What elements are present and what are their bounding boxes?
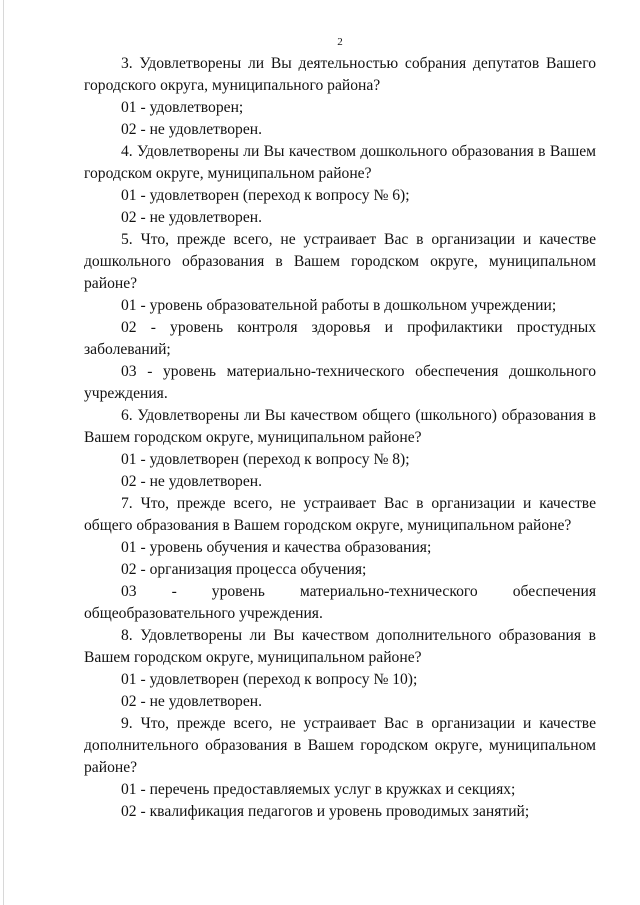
answer-option: 01 - удовлетворен (переход к вопросу № 8); xyxy=(121,451,410,468)
answer-option: 02 - не удовлетворен. xyxy=(121,209,262,226)
question-6: 6. Удовлетворены ли Вы качеством общего (школьного) образования в Вашем городском округе, муниципальном районе? xyxy=(84,407,596,446)
answer-option: 02 - квалификация педагогов и уровень проводимых занятий; xyxy=(121,803,530,820)
answer-option: 01 - удовлетворен; xyxy=(121,99,244,116)
answer-option: 03 - уровень материально-технического обеспечения дошкольного учреждения. xyxy=(84,363,596,402)
answer-option: 02 - не удовлетворен. xyxy=(121,693,262,710)
question-7: 7. Что, прежде всего, не устраивает Вас в организации и качестве общего образования в Вашем городском округе, муниципальном районе? xyxy=(84,495,596,534)
answer-option: 02 - организация процесса обучения; xyxy=(121,561,367,578)
question-8: 8. Удовлетворены ли Вы качеством дополнительного образования в Вашем городском округе, муниципальном районе? xyxy=(84,627,596,666)
question-9: 9. Что, прежде всего, не устраивает Вас в организации и качестве дополнительного образования в Вашем городском округе, муниципальном районе? xyxy=(84,715,596,776)
answer-option: 01 - уровень обучения и качества образования; xyxy=(121,539,432,556)
scan-edge xyxy=(3,0,4,905)
question-4: 4. Удовлетворены ли Вы качеством дошкольного образования в Вашем городском округе, муниципальном районе? xyxy=(84,143,596,182)
document-body xyxy=(84,53,596,823)
question-3: 3. Удовлетворены ли Вы деятельностью собрания депутатов Вашего городского округа, муниципального района? xyxy=(84,55,596,94)
answer-option: 03 - уровень материально-технического обеспечения общеобразовательного учреждения. xyxy=(84,583,596,622)
answer-option: 02 - уровень контроля здоровья и профилактики простудных заболеваний; xyxy=(84,319,596,358)
answer-option: 01 - удовлетворен (переход к вопросу № 6); xyxy=(121,187,410,204)
question-5: 5. Что, прежде всего, не устраивает Вас в организации и качестве дошкольного образования в Вашем городском округе, муниципальном районе? xyxy=(84,231,596,292)
answer-option: 01 - удовлетворен (переход к вопросу № 10); xyxy=(121,671,418,688)
answer-option: 01 - перечень предоставляемых услуг в кружках и секциях; xyxy=(121,781,516,798)
answer-option: 02 - не удовлетворен. xyxy=(121,473,262,490)
answer-option: 02 - не удовлетворен. xyxy=(121,121,262,138)
page-number: 2 xyxy=(337,36,343,48)
answer-option: 01 - уровень образовательной работы в дошкольном учреждении; xyxy=(121,297,557,314)
